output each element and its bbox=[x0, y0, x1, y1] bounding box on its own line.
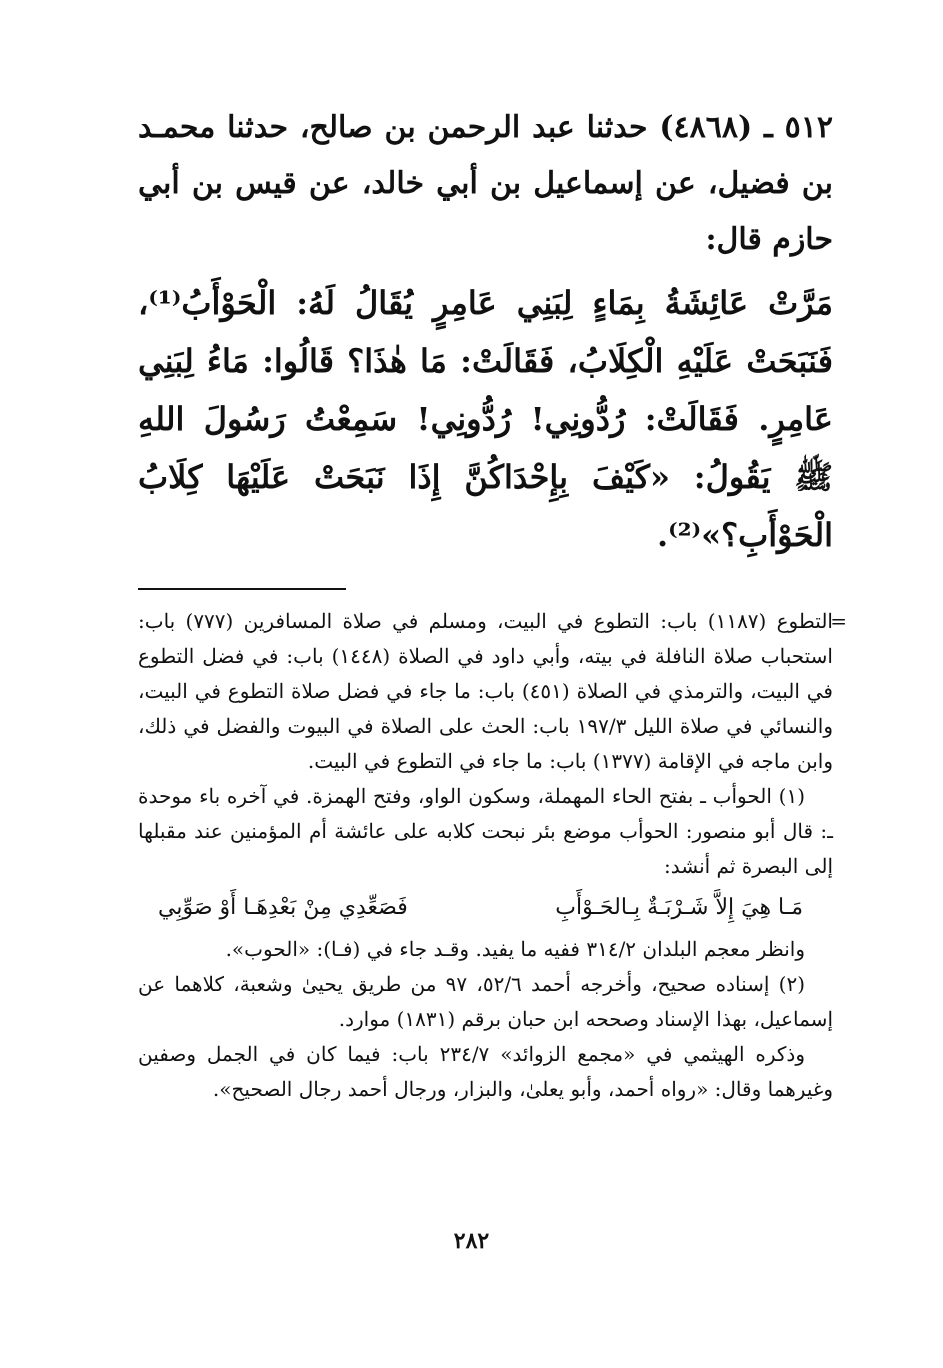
footnote-separator bbox=[138, 588, 346, 590]
page-body bbox=[138, 100, 847, 1107]
hadith-text: مَرَّتْ عَائِشَةُ بِمَاءٍ لِبَنِي عَامِرٍ يُقَالُ لَهُ: الْحَوْأَبُ⁽¹⁾، فَنَبَحَتْ عَلَيْهِ الْكِلَابُ، فَقَالَتْ: مَا هٰذَا؟ قَالُوا: مَاءُ لِبَنِي عَامِرٍ. فَقَالَتْ: رُدُّونِي! رُدُّونِي! سَمِعْتُ رَسُولَ اللهِ ﷺ يَقُولُ: «كَيْفَ بِإِحْدَاكُنَّ إِذَا نَبَحَتْ عَلَيْهَا كِلَابُ الْحَوْأَبِ؟»⁽²⁾. bbox=[138, 284, 833, 554]
footnote-1-continued: وانظر معجم البلدان ٣١٤/٢ ففيه ما يفيد. وقـد جاء في (فـا): «الحوب». bbox=[225, 937, 805, 961]
footnote-1: (١) الحوأب ـ بفتح الحاء المهملة، وسكون الواو، وفتح الهمزة. في آخره باء موحدة ـ: قال أبو منصور: الحوأب موضع بئر نبحت كلابه على عائشة أم المؤمنين عند مقبلها إلى البصرة ثم أنشد: bbox=[138, 784, 833, 878]
continuation-text: التطوع (١١٨٧) باب: التطوع في البيت، ومسلم في صلاة المسافرين (٧٧٧) باب: استحباب صلاة النافلة في بيته، وأبي داود في الصلاة (١٤٤٨) باب: في فضل التطوع في البيت، والترمذي في الصلاة (٤٥١) باب: ما جاء في فضل صلاة التطوع في البيت، والنسائي في صلاة الليل ١٩٧/٣ باب: الحث على الصلاة في البيوت والفضل في ذلك، وابن ماجه في الإقامة (١٣٧٧) باب: ما جاء في التطوع في البيت. bbox=[138, 609, 834, 773]
isnad-paragraph: ٥١٢ ـ (٤٨٦٨) حدثنا عبد الرحمن بن صالح، حدثنا محمـد بن فضيل، عن إسماعيل بن أبي خالد، عن قيس بن أبي حازم قال: bbox=[138, 110, 833, 257]
continuation-mark: = bbox=[830, 609, 847, 633]
footnote-2-continued: وذكره الهيثمي في «مجمع الزوائد» ٢٣٤/٧ باب: فيما كان في الجمل وصفين وغيرهما وقال: «رواه أحمد، وأبو يعلىٰ، والبزار، ورجال أحمد رجال الصحيح». bbox=[138, 1042, 833, 1101]
main-text bbox=[138, 100, 833, 564]
footnote-2: (٢) إسناده صحيح، وأخرجه أحمد ٥٢/٦، ٩٧ من طريق يحيىٰ وشعبة، كلاهما عن إسماعيل، بهذا الإسناد وصححه ابن حبان برقم (١٨٣١) موارد. bbox=[138, 972, 833, 1031]
page-number: ٢٨٢ bbox=[453, 1228, 490, 1254]
footnote-continuation bbox=[138, 604, 847, 779]
footnotes bbox=[138, 604, 847, 1107]
verse-first-hemistich: مَـا هِيَ إِلاَّ شَـرْبَـةٌ بِـالحَـوْأَبِ bbox=[555, 895, 803, 920]
verse-second-hemistich: فَصَعِّدِي مِنْ بَعْدِهَـا أَوْ صَوِّبِي bbox=[158, 895, 408, 920]
poem-verse bbox=[138, 884, 833, 932]
